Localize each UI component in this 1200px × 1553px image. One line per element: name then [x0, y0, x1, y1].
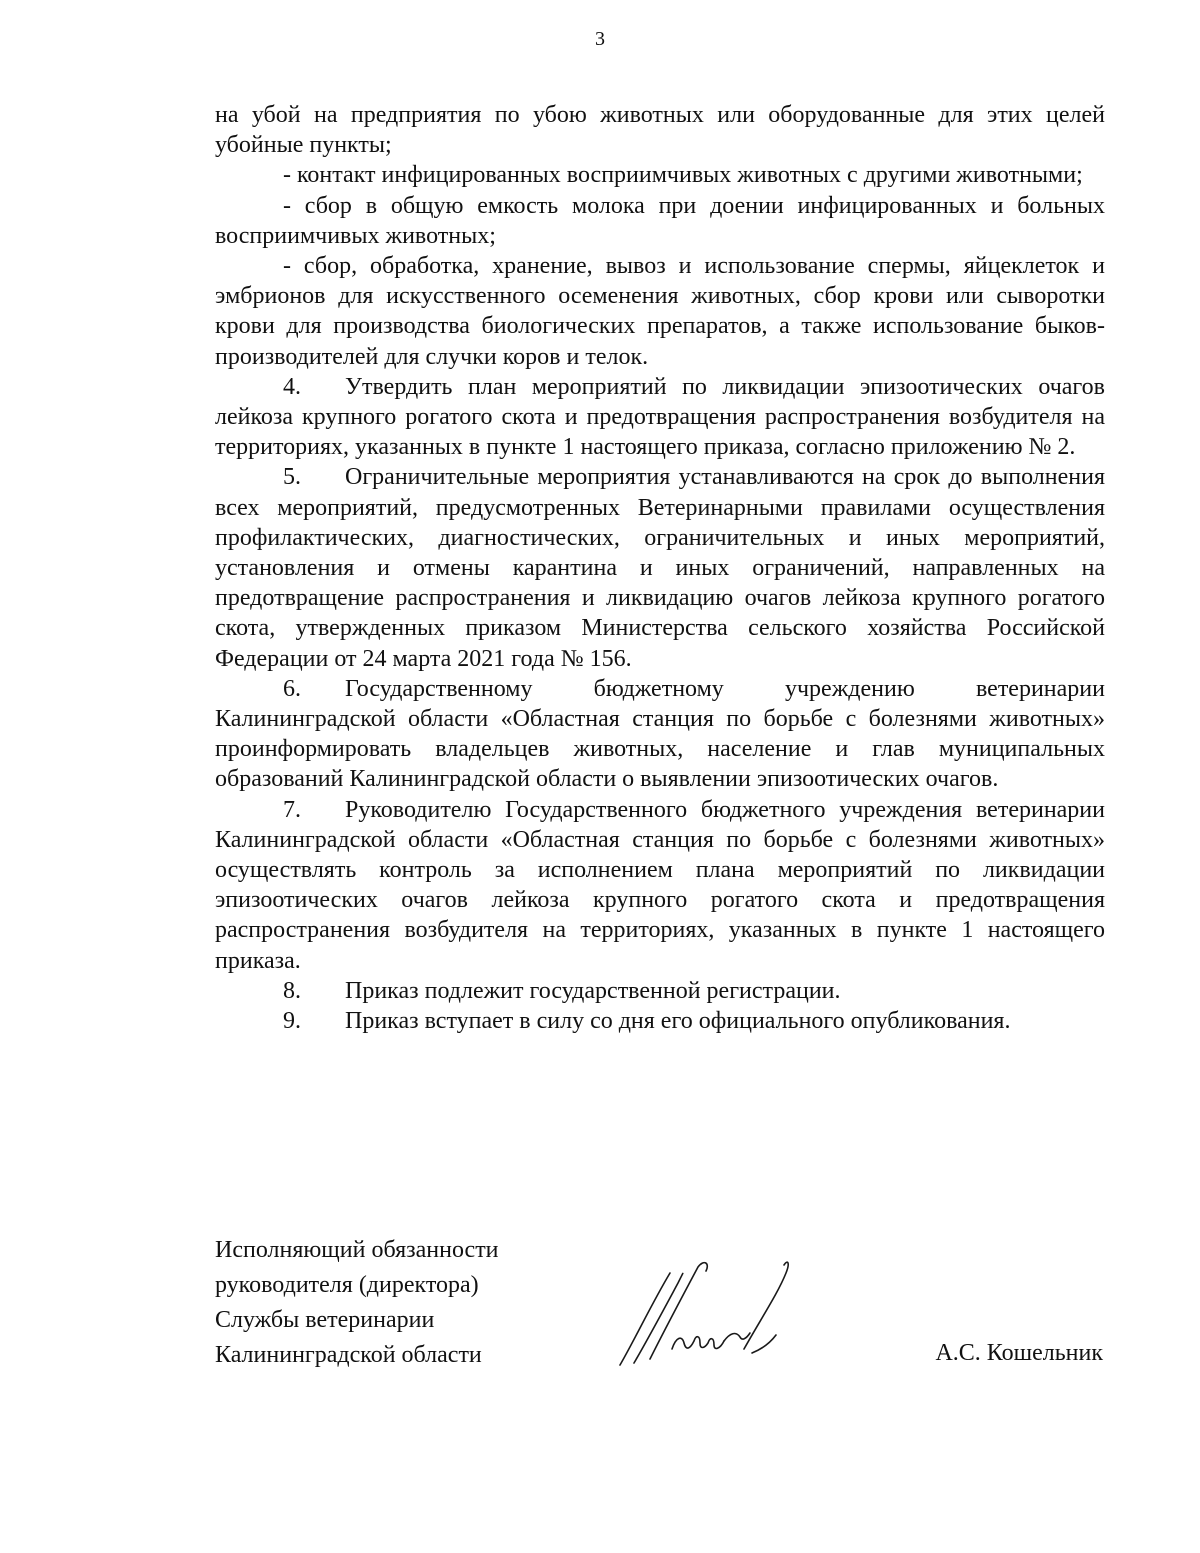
signatory-title-line: Исполняющий обязанности — [215, 1237, 499, 1263]
paragraph-text: - сбор, обработка, хранение, вывоз и использование спермы, яйцеклеток и эмбрионов для искусственного осеменения животных, сбор крови или сыворотки крови для производства биологических препаратов, а также использование быков-производителей для случки коров и телок. — [215, 253, 1105, 370]
numbered-item-9 — [215, 1006, 1105, 1036]
paragraph-text: Руководителю Государственного бюджетного учреждения ветеринарии Калининградской области «Областная станция по борьбе с болезнями животных» осуществлять контроль за исполнением плана мероприятий по ликвидации эпизоотических очагов лейкоза крупного рогатого скота и предотвращения распространения возбудителя на территориях, указанных в пункте 1 настоящего приказа. — [215, 796, 1105, 974]
signatory-title-line: Калининградской области — [215, 1342, 482, 1368]
list-item — [215, 251, 1105, 372]
paragraph-text: Государственному бюджетному учреждению ветеринарии Калининградской области «Областная станция по борьбе с болезнями животных» проинформировать владельцев животных, население и глав муниципальных образований Калининградской области о выявлении эпизоотических очагов. — [215, 675, 1105, 793]
numbered-item-6 — [215, 674, 1105, 795]
item-number: 4. — [283, 373, 301, 400]
list-item — [215, 160, 1105, 190]
paragraph-text: - контакт инфицированных восприимчивых животных с другими животными; — [283, 162, 1083, 189]
item-number: 8. — [283, 977, 301, 1004]
document-body — [215, 100, 1105, 1036]
list-item — [215, 191, 1105, 251]
paragraph-text: Ограничительные мероприятия устанавливаются на срок до выполнения всех мероприятий, предусмотренных Ветеринарными правилами осуществления профилактических, диагностических, ограничительных и иных мероприятий, установления и отмены карантина и иных ограничений, направленных на предотвращение распространения и ликвидацию очагов лейкоза крупного рогатого скота, утвержденных приказом Министерства сельского хозяйства Российской Федерации от 24 марта 2021 года № 156. — [215, 464, 1105, 672]
item-number: 5. — [283, 464, 301, 491]
paragraph-text: - сбор в общую емкость молока при доении инфицированных и больных восприимчивых животных; — [215, 192, 1105, 249]
item-number: 7. — [283, 796, 301, 823]
numbered-item-8 — [215, 976, 1105, 1006]
signatory-name: А.С. Кошельник — [935, 1340, 1103, 1366]
handwritten-signature — [612, 1253, 802, 1371]
numbered-item-4 — [215, 372, 1105, 463]
signatory-title — [215, 1233, 499, 1373]
numbered-item-5 — [215, 462, 1105, 673]
signatory-title-line: Службы ветеринарии — [215, 1307, 435, 1333]
paragraph-continuation — [215, 100, 1105, 160]
paragraph-text: на убой на предприятия по убою животных или оборудованные для этих целей убойные пункты; — [215, 102, 1105, 159]
item-number: 9. — [283, 1008, 301, 1035]
item-number: 6. — [283, 675, 301, 702]
paragraph-text: Приказ подлежит государственной регистрации. — [345, 977, 841, 1004]
page-number: 3 — [595, 28, 605, 50]
paragraph-text: Приказ вступает в силу со дня его официального опубликования. — [345, 1008, 1011, 1035]
signatory-title-line: руководителя (директора) — [215, 1272, 479, 1298]
paragraph-text: Утвердить план мероприятий по ликвидации эпизоотических очагов лейкоза крупного рогатого скота и предотвращения распространения возбудителя на территориях, указанных в пункте 1 настоящего приказа, согласно приложению № 2. — [215, 373, 1105, 461]
numbered-item-7 — [215, 795, 1105, 976]
